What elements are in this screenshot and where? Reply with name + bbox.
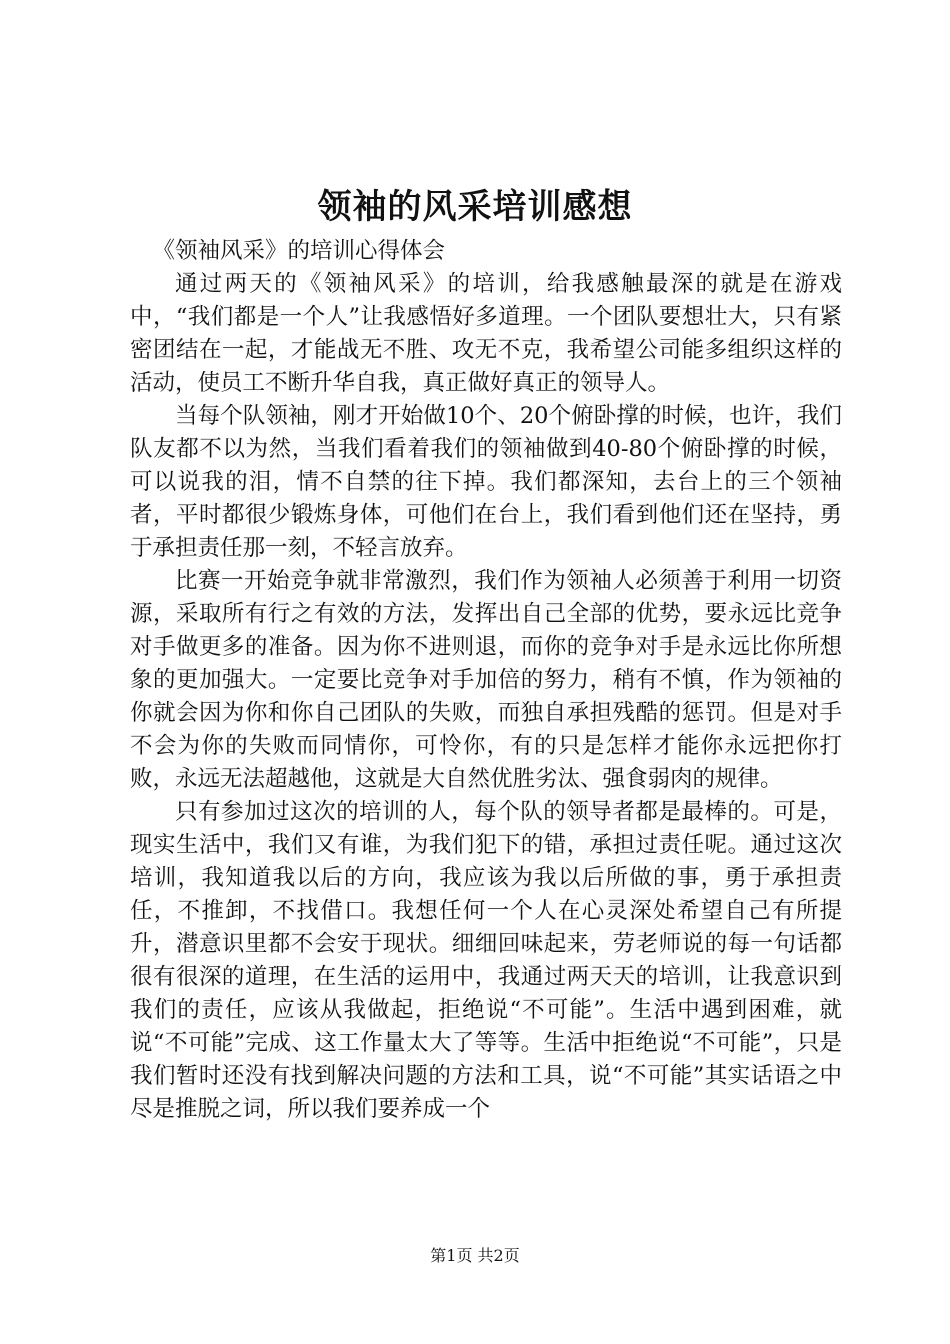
document-subtitle: 《领袖风采》的培训心得体会 — [152, 238, 446, 264]
document-body — [130, 235, 842, 1126]
paragraph-2: 当每个队领袖，刚才开始做10个、20个俯卧撑的时候，也许，我们队友都不以为然，当我们看着我们的领袖做到40-80个俯卧撑的时候，可以说我的泪，情不自禁的往下掉。我们都深知，去台上的三个领袖者，平时都很少锻炼身体，可他们在台上，我们看到他们还在坚持，勇于承担责任那一刻，不轻言放弃。 — [130, 403, 842, 561]
paragraph-4: 只有参加过这次的培训的人，每个队的领导者都是最棒的。可是，现实生活中，我们又有谁，为我们犯下的错，承担过责任呢。通过这次培训，我知道我以后的方向，我应该为我以后所做的事，勇于承担责任，不推卸，不找借口。我想任何一个人在心灵深处希望自己有所提升，潜意识里都不会安于现状。细细回味起来，劳老师说的每一句话都很有很深的道理，在生活的运用中，我通过两天天的培训，让我意识到我们的责任，应该从我做起，拒绝说“不可能”。生活中遇到困难，就说“不可能”完成、这工作量太大了等等。生活中拒绝说“不可能”，只是我们暂时还没有找到解决问题的方法和工具，说“不可能”其实话语之中尽是推脱之词，所以我们要养成一个 — [130, 799, 842, 1122]
page-footer: 第1页 共2页 — [430, 1246, 520, 1265]
paragraph-1: 通过两天的《领袖风采》的培训，给我感触最深的就是在游戏中，“我们都是一个人”让我感悟好多道理。一个团队要想壮大，只有紧密团结在一起，才能战无不胜、攻无不克，我希望公司能多组织这样的活动，使员工不断升华自我，真正做好真正的领导人。 — [130, 271, 842, 396]
document-title: 领袖的风采培训感想 — [317, 187, 633, 227]
paragraph-3: 比赛一开始竞争就非常激烈，我们作为领袖人必须善于利用一切资源，采取所有行之有效的方法，发挥出自己全部的优势，要永远比竞争对手做更多的准备。因为你不进则退，而你的竞争对手是永远比你所想象的更加强大。一定要比竞争对手加倍的努力，稍有不慎，作为领袖的你就会因为你和你自己团队的失败，而独自承担残酷的惩罚。但是对手不会为你的失败而同情你，可怜你，有的只是怎样才能你永远把你打败，永远无法超越他，这就是大自然优胜劣汰、强食弱肉的规律。 — [130, 568, 842, 792]
